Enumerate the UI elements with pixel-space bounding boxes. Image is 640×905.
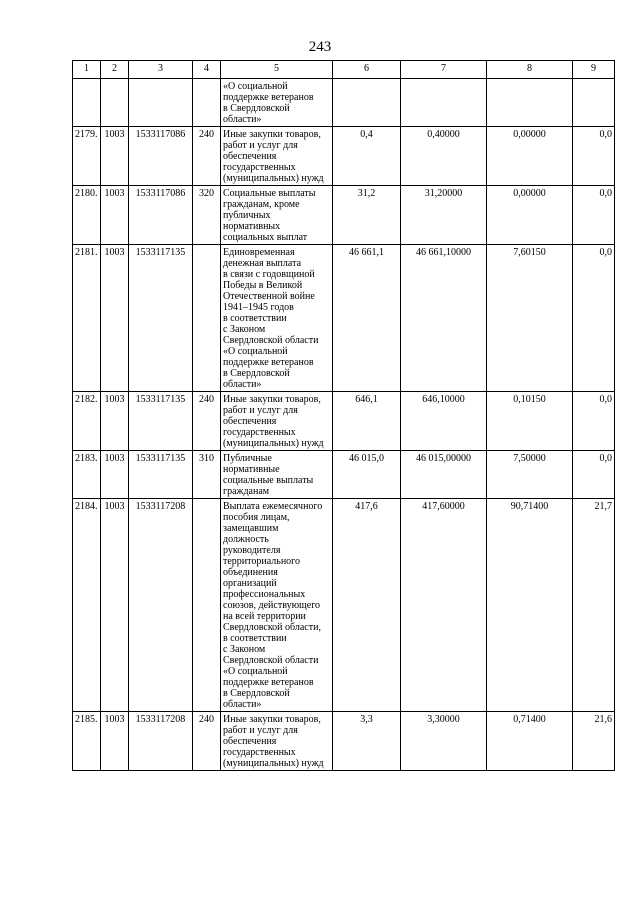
column-header: 3 [129,61,193,79]
column-header: 6 [333,61,401,79]
amount-cell: 417,6 [333,499,401,712]
description-cell: Выплата ежемесячного пособия лицам, замещавшим должность руководителя территориального объединения организаций профессиональных союзов, действующего на всей территории Свердловской области, в соответствии с Законом Свердловской области «О социальной поддержке ветеранов в Свердловской области» [221,499,333,712]
row-number-cell: 2180. [73,186,101,245]
section-code-cell: 1003 [101,451,129,499]
amount-cell: 46 661,1 [333,245,401,392]
table-row [73,245,615,392]
expense-type-cell [193,499,221,712]
expense-type-cell [193,79,221,127]
amount-cell [333,79,401,127]
column-header: 2 [101,61,129,79]
amount-precise-cell: 417,60000 [401,499,487,712]
expense-type-cell: 240 [193,712,221,771]
amount-share-cell: 0,00000 [487,186,573,245]
row-number-cell: 2182. [73,392,101,451]
amount-precise-cell [401,79,487,127]
target-code-cell: 1533117135 [129,451,193,499]
percent-cell: 21,6 [573,712,615,771]
row-number-cell: 2181. [73,245,101,392]
expense-type-cell [193,245,221,392]
amount-share-cell: 0,71400 [487,712,573,771]
header-row [73,61,615,79]
amount-share-cell: 7,60150 [487,245,573,392]
column-header: 1 [73,61,101,79]
table-row [73,451,615,499]
column-header: 8 [487,61,573,79]
description-cell: «О социальной поддержке ветеранов в Свердловской области» [221,79,333,127]
table-row [73,499,615,712]
target-code-cell: 1533117135 [129,392,193,451]
expense-type-cell: 310 [193,451,221,499]
amount-cell: 46 015,0 [333,451,401,499]
section-code-cell [101,79,129,127]
section-code-cell: 1003 [101,245,129,392]
amount-precise-cell: 46 661,10000 [401,245,487,392]
amount-precise-cell: 46 015,00000 [401,451,487,499]
amount-cell: 646,1 [333,392,401,451]
section-code-cell: 1003 [101,712,129,771]
description-cell: Иные закупки товаров, работ и услуг для обеспечения государственных (муниципальных) нужд [221,127,333,186]
column-header: 7 [401,61,487,79]
budget-table [72,60,615,771]
column-header: 9 [573,61,615,79]
target-code-cell [129,79,193,127]
description-cell: Публичные нормативные социальные выплаты гражданам [221,451,333,499]
amount-precise-cell: 0,40000 [401,127,487,186]
description-cell: Иные закупки товаров, работ и услуг для обеспечения государственных (муниципальных) нужд [221,712,333,771]
amount-share-cell: 0,10150 [487,392,573,451]
table-row [73,712,615,771]
amount-precise-cell: 3,30000 [401,712,487,771]
row-number-cell: 2185. [73,712,101,771]
section-code-cell: 1003 [101,392,129,451]
description-cell: Единовременная денежная выплата в связи с годовщиной Победы в Великой Отечественной войне 1941–1945 годов в соответствии с Законом Свердловской области «О социальной поддержке ветеранов в Свердловской области» [221,245,333,392]
amount-share-cell: 90,71400 [487,499,573,712]
target-code-cell: 1533117135 [129,245,193,392]
row-number-cell: 2184. [73,499,101,712]
amount-precise-cell: 646,10000 [401,392,487,451]
amount-share-cell: 0,00000 [487,127,573,186]
amount-share-cell [487,79,573,127]
amount-cell: 3,3 [333,712,401,771]
amount-cell: 31,2 [333,186,401,245]
table-row [73,79,615,127]
description-cell: Иные закупки товаров, работ и услуг для обеспечения государственных (муниципальных) нужд [221,392,333,451]
target-code-cell: 1533117086 [129,186,193,245]
percent-cell: 0,0 [573,127,615,186]
column-header: 4 [193,61,221,79]
row-number-cell [73,79,101,127]
target-code-cell: 1533117208 [129,712,193,771]
expense-type-cell: 240 [193,392,221,451]
section-code-cell: 1003 [101,186,129,245]
amount-cell: 0,4 [333,127,401,186]
percent-cell: 0,0 [573,392,615,451]
description-cell: Социальные выплаты гражданам, кроме публичных нормативных социальных выплат [221,186,333,245]
amount-precise-cell: 31,20000 [401,186,487,245]
row-number-cell: 2183. [73,451,101,499]
expense-type-cell: 240 [193,127,221,186]
page-number: 243 [308,39,332,55]
amount-share-cell: 7,50000 [487,451,573,499]
section-code-cell: 1003 [101,499,129,712]
target-code-cell: 1533117086 [129,127,193,186]
table-row [73,127,615,186]
row-number-cell: 2179. [73,127,101,186]
column-header: 5 [221,61,333,79]
table-row [73,392,615,451]
percent-cell: 21,7 [573,499,615,712]
percent-cell: 0,0 [573,451,615,499]
table-row [73,186,615,245]
percent-cell: 0,0 [573,245,615,392]
section-code-cell: 1003 [101,127,129,186]
expense-type-cell: 320 [193,186,221,245]
percent-cell: 0,0 [573,186,615,245]
target-code-cell: 1533117208 [129,499,193,712]
percent-cell [573,79,615,127]
